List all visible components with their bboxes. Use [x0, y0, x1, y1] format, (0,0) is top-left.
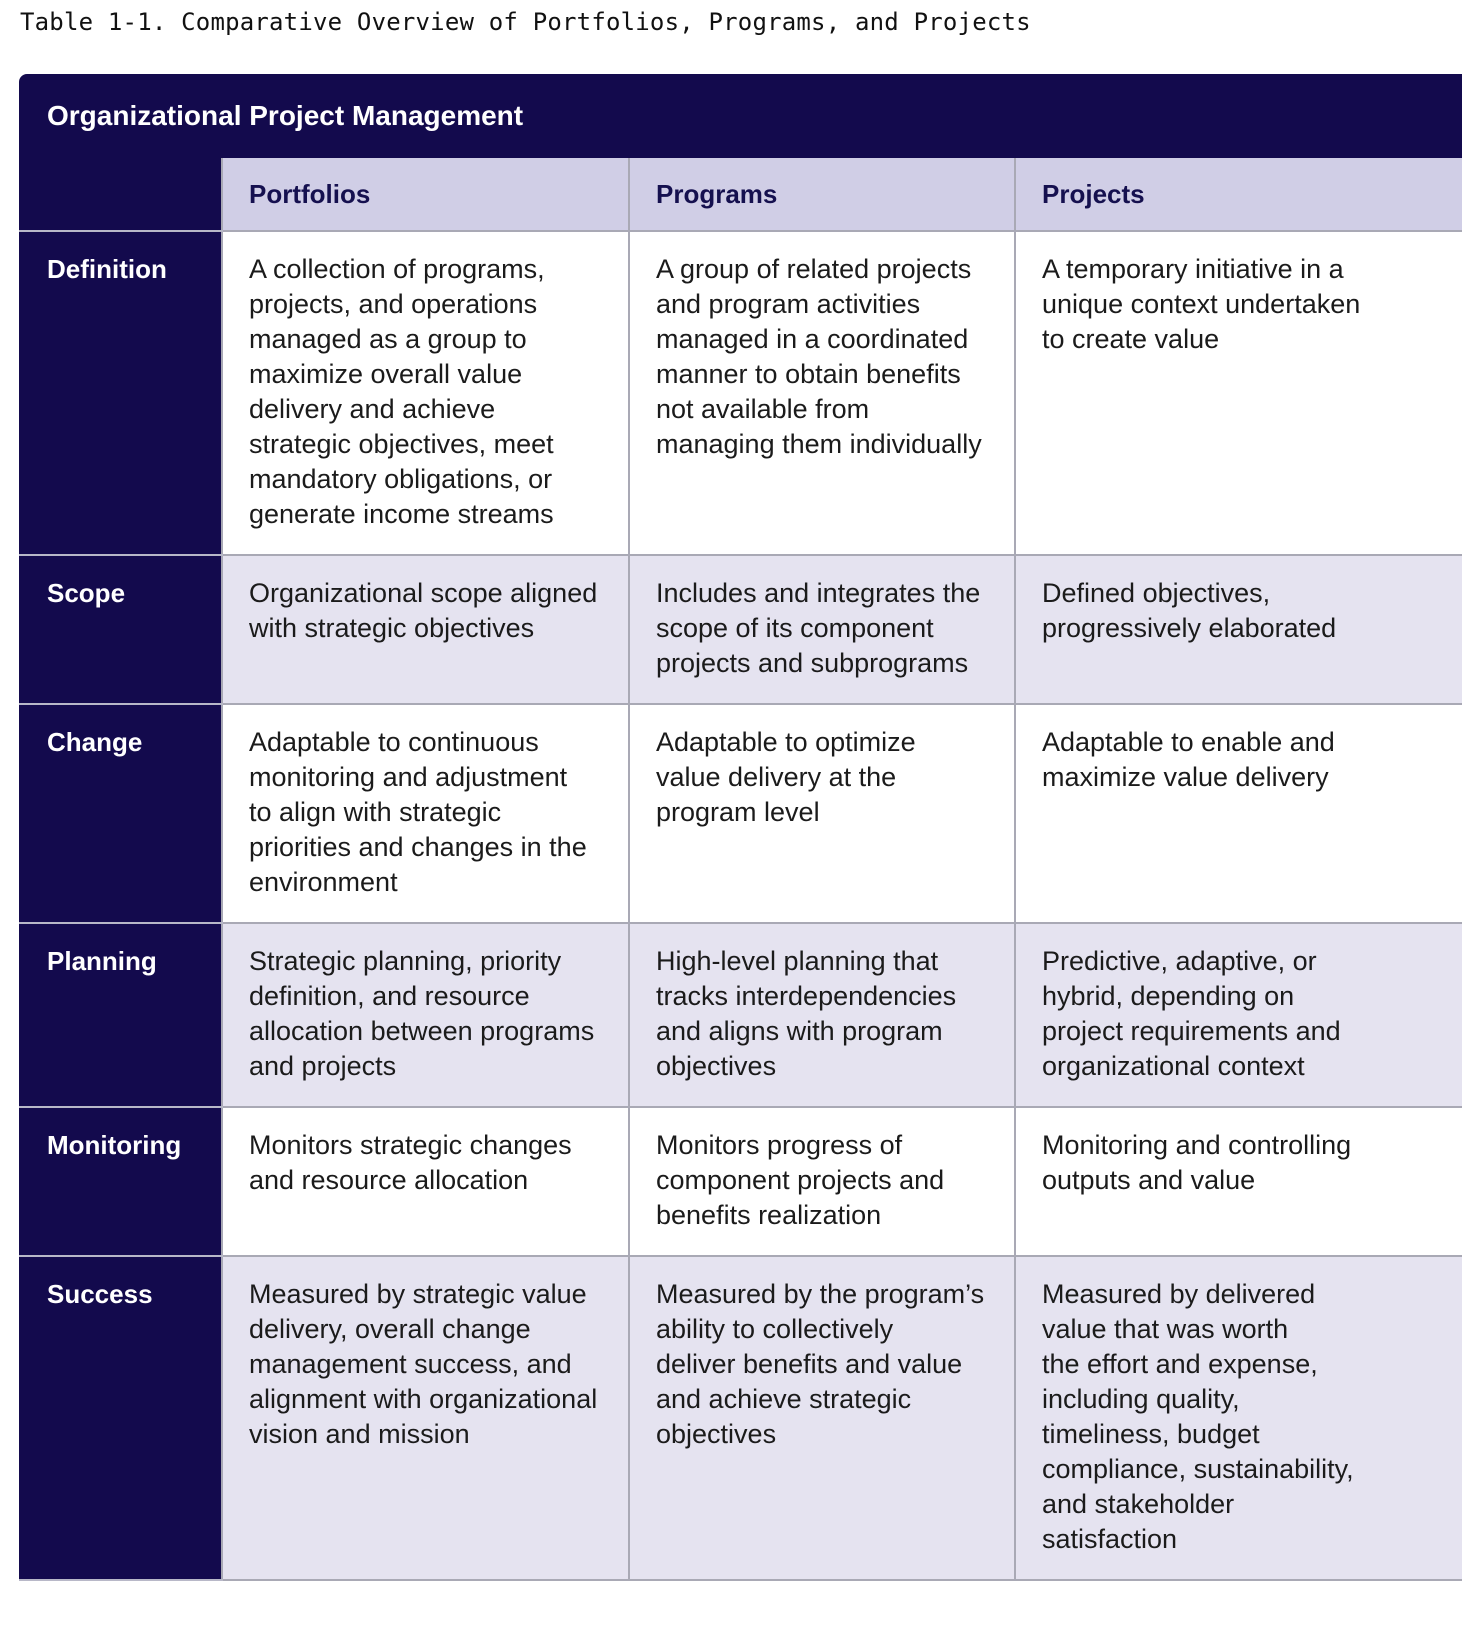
cell-text-line: Adaptable to continuous [249, 727, 539, 757]
cell-text-line: mandatory obligations, or [249, 464, 553, 494]
table-title: Organizational Project Management [19, 74, 1462, 158]
cell-text-line: manner to obtain benefits [656, 359, 961, 389]
cell-programs [629, 704, 1015, 923]
cell-text-line: Measured by the program’s [656, 1279, 985, 1309]
cell-text-line: and aligns with program [656, 1016, 943, 1046]
cell-text-line: Adaptable to optimize [656, 727, 916, 757]
cell-text-line: Includes and integrates the [656, 578, 981, 608]
row-header: Definition [19, 231, 222, 555]
cell-programs [629, 1107, 1015, 1256]
cell-text-line: Monitors progress of [656, 1130, 903, 1160]
cell-text-line: managed in a coordinated [656, 324, 969, 354]
cell-text-line: component projects and [656, 1165, 945, 1195]
cell-programs [629, 1256, 1015, 1580]
cell-text-line: strategic objectives, meet [249, 429, 554, 459]
table-row-scope [19, 555, 1462, 704]
cell-text-line: unique context undertaken [1042, 289, 1361, 319]
cell-text-line: generate income streams [249, 499, 554, 529]
cell-text-line: Organizational scope aligned [249, 578, 598, 608]
cell-portfolios [222, 231, 629, 555]
cell-text-line: to align with strategic [249, 797, 502, 827]
cell-text-line: with strategic objectives [249, 613, 535, 643]
column-header-projects: Projects [1015, 158, 1462, 231]
cell-text-line: management success, and [249, 1349, 572, 1379]
cell-text-line: to create value [1042, 324, 1220, 354]
cell-text-line: compliance, sustainability, [1042, 1454, 1354, 1484]
cell-text-line: tracks interdependencies [656, 981, 957, 1011]
cell-programs [629, 923, 1015, 1107]
cell-portfolios [222, 704, 629, 923]
cell-text-line: Defined objectives, [1042, 578, 1271, 608]
cell-text-line: alignment with organizational [249, 1384, 598, 1414]
cell-text-line: not available from [656, 394, 870, 424]
cell-text-line: deliver benefits and value [656, 1349, 963, 1379]
cell-text-line: ability to collectively [656, 1314, 894, 1344]
cell-text-line: and resource allocation [249, 1165, 529, 1195]
cell-text-line: including quality, [1042, 1384, 1240, 1414]
cell-text-line: High-level planning that [656, 946, 939, 976]
cell-text-line: Measured by strategic value [249, 1279, 587, 1309]
cell-text-line: monitoring and adjustment [249, 762, 568, 792]
cell-text-line: objectives [656, 1051, 777, 1081]
cell-text-line: delivery, overall change [249, 1314, 531, 1344]
cell-programs [629, 231, 1015, 555]
cell-text-line: project requirements and [1042, 1016, 1341, 1046]
cell-text-line: delivery and achieve [249, 394, 496, 424]
table-title-row [19, 74, 1462, 158]
column-header-portfolios: Portfolios [222, 158, 629, 231]
table-row-change [19, 704, 1462, 923]
cell-text-line: Monitors strategic changes [249, 1130, 572, 1160]
cell-text-line: and achieve strategic [656, 1384, 912, 1414]
cell-text-line: projects and subprograms [656, 648, 969, 678]
row-header: Scope [19, 555, 222, 704]
cell-text-line: A group of related projects [656, 254, 972, 284]
corner-cell [19, 158, 222, 231]
cell-text-line: scope of its component [656, 613, 934, 643]
cell-projects [1015, 923, 1462, 1107]
cell-text-line: Adaptable to enable and [1042, 727, 1335, 757]
cell-text-line: A temporary initiative in a [1042, 254, 1344, 284]
cell-text-line: objectives [656, 1419, 777, 1449]
cell-text-line: organizational context [1042, 1051, 1305, 1081]
cell-text-line: and stakeholder [1042, 1489, 1235, 1519]
cell-projects [1015, 555, 1462, 704]
cell-text-line: Strategic planning, priority [249, 946, 562, 976]
cell-text-line: value delivery at the [656, 762, 897, 792]
table-body [19, 231, 1462, 1580]
cell-text-line: maximize overall value [249, 359, 523, 389]
cell-portfolios [222, 555, 629, 704]
row-header: Change [19, 704, 222, 923]
cell-portfolios [222, 1256, 629, 1580]
cell-text-line: and program activities [656, 289, 921, 319]
cell-text-line: Monitoring and controlling [1042, 1130, 1352, 1160]
cell-text-line: projects, and operations [249, 289, 538, 319]
table-row-monitoring [19, 1107, 1462, 1256]
cell-text-line: and projects [249, 1051, 397, 1081]
cell-text-line: hybrid, depending on [1042, 981, 1295, 1011]
cell-text-line: A collection of programs, [249, 254, 545, 284]
cell-programs [629, 555, 1015, 704]
cell-portfolios [222, 923, 629, 1107]
cell-text-line: program level [656, 797, 820, 827]
cell-projects [1015, 1256, 1462, 1580]
comparison-table-container [19, 74, 1462, 1624]
cell-text-line: Measured by delivered [1042, 1279, 1316, 1309]
cell-text-line: vision and mission [249, 1419, 470, 1449]
row-header: Planning [19, 923, 222, 1107]
cell-projects [1015, 231, 1462, 555]
cell-text-line: managed as a group to [249, 324, 527, 354]
cell-text-line: allocation between programs [249, 1016, 595, 1046]
cell-text-line: timeliness, budget [1042, 1419, 1260, 1449]
cell-text-line: benefits realization [656, 1200, 882, 1230]
cell-text-line: value that was worth [1042, 1314, 1289, 1344]
column-header-row [19, 158, 1462, 231]
cell-text-line: definition, and resource [249, 981, 530, 1011]
cell-text-line: managing them individually [656, 429, 982, 459]
cell-text-line: priorities and changes in the [249, 832, 587, 862]
cell-text-line: outputs and value [1042, 1165, 1256, 1195]
table-caption: Table 1-1. Comparative Overview of Portfolios, Programs, and Projects [20, 8, 1031, 36]
row-header: Success [19, 1256, 222, 1580]
cell-text-line: the effort and expense, [1042, 1349, 1318, 1379]
cell-text-line: progressively elaborated [1042, 613, 1337, 643]
table-row-planning [19, 923, 1462, 1107]
cell-portfolios [222, 1107, 629, 1256]
cell-text-line: maximize value delivery [1042, 762, 1329, 792]
cell-text-line: environment [249, 867, 398, 897]
cell-projects [1015, 1107, 1462, 1256]
cell-text-line: satisfaction [1042, 1524, 1178, 1554]
comparison-table [19, 74, 1462, 1581]
table-row-success [19, 1256, 1462, 1580]
row-header: Monitoring [19, 1107, 222, 1256]
table-row-definition [19, 231, 1462, 555]
cell-text-line: Predictive, adaptive, or [1042, 946, 1317, 976]
column-header-programs: Programs [629, 158, 1015, 231]
cell-projects [1015, 704, 1462, 923]
